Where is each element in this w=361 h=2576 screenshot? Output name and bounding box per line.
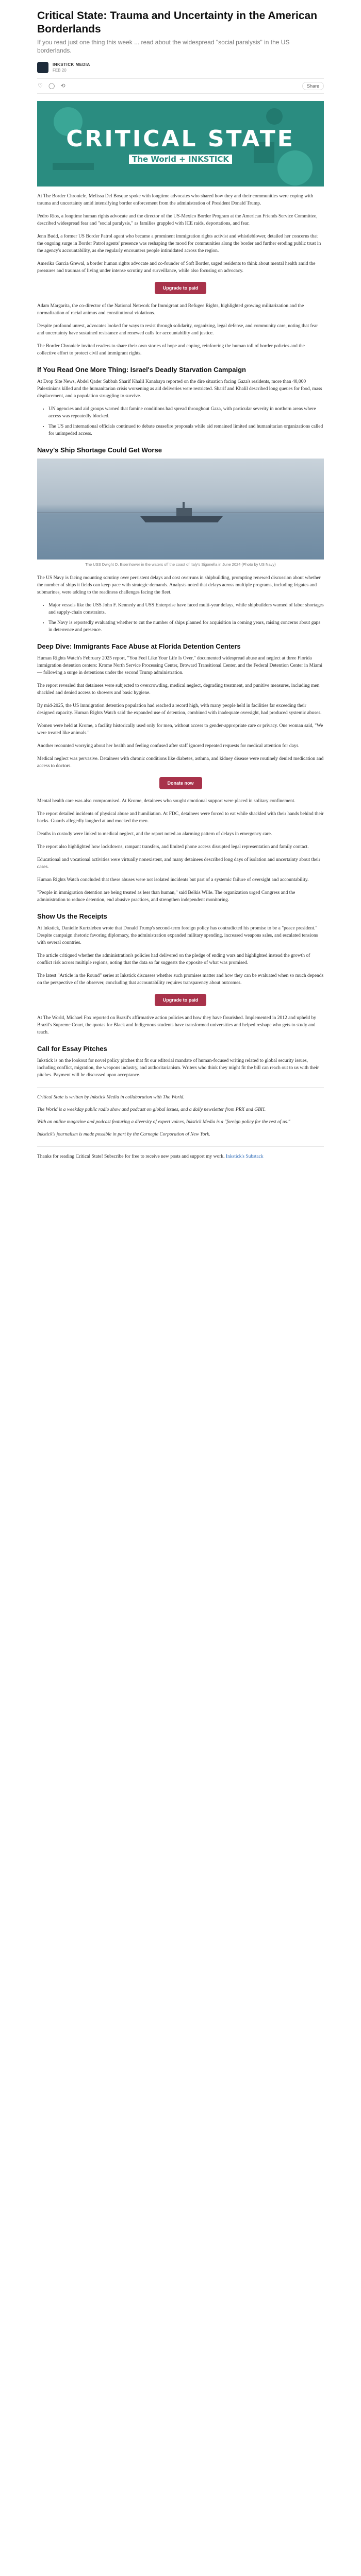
article-title: Critical State: Trauma and Uncertainty in the American Borderlands (37, 10, 318, 35)
section-paragraph: The US Navy is facing mounting scrutiny over persistent delays and cost overruns in shipbuilding, prompting renewed discussion about whether the number of ships it fields can keep pace with strategic demands. Analysts noted that delays across multiple programs, including frigates and submarines, were adding to the readiness challenges facing the fleet. (37, 575, 321, 595)
section-heading-receipts: Show Us the Receipts (37, 912, 107, 920)
intro-paragraph: At The Border Chronicle, Melissa Del Bosque spoke with longtime advocates who shared how they and their communities were coping with trauma and uncertainty amid intensifying border enforcement from the administration of President Donald Trump. (37, 194, 314, 206)
critical-state-banner (37, 101, 324, 187)
donate-cta (37, 777, 324, 789)
publication-name[interactable]: INKSTICK MEDIA (53, 62, 90, 67)
photo-caption: The USS Dwight D. Eisenhower in the waters off the coast of Italy's Sigonella in June 2024 (Photo by US Navy) (85, 562, 276, 567)
upgrade-cta-2 (37, 994, 324, 1006)
intro-paragraph: Jenn Budd, a former US Border Patrol agent who became a prominent immigration rights activist and whistleblower, detailed her concerns that the ongoing surge in Border Patrol agents' presence was reshaping the mood for communities along the border and further eroding public trust in the agency's accountability, as she regularly encounters people intimidated across the region. (37, 234, 321, 253)
ship-tower (176, 508, 192, 516)
section-paragraph: Human Rights Watch's February 2025 report, "You Feel Like Your Life Is Over," documented widespread abuse and neglect at three Florida immigration detention centers: Krome North Service Processing Center, Broward Transitional Center, and the Federal Detention Center in Miami — following a surge in detentions under the second Trump administration. (37, 656, 323, 675)
upgrade-button[interactable]: Upgrade to paid (155, 994, 207, 1006)
restack-icon[interactable]: ⟲ (60, 83, 65, 89)
section-paragraph: "People in immigration detention are being treated as less than human," said Belkis Wille. The organization urged Congress and the administration to reduce detention, end abusive practices, and strengthen independent monitoring. (37, 890, 296, 903)
ship-silhouette (37, 459, 324, 560)
bullet-item: • The US and international officials continued to debate ceasefire proposals while aid remained limited and humanitarian organizations called for unimpeded access. (48, 423, 324, 437)
section-paragraph: By mid-2025, the US immigration detention population had reached a record high, with many people held in facilities far exceeding their designed capacity. Human Rights Watch said the expanded use of detention, combined with inadequate oversight, had produced systemic abuses. (37, 703, 322, 716)
banner-shape (53, 163, 94, 170)
section-paragraph: The report revealed that detainees were subjected to overcrowding, medical neglect, degrading treatment, and punitive measures, including men shackled and denied access to showers and basic hygiene. (37, 683, 320, 696)
section-paragraph: At The World, Michael Fox reported on Brazil's affirmative action policies and how they have flourished. Implemented in 2012 and upheld by Brazil's Supreme Court, the quotas for Black and Indigenous students have transformed universities and helped reshape who gets to study and teach. (37, 1015, 316, 1035)
article (37, 0, 324, 1160)
byline-text (53, 62, 90, 73)
intro-paragraph: Adam Margarita, the co-director of the National Network for Immigrant and Refugee Rights, highlighted growing militarization and the normalization of racial animus and constitutional violations. (37, 303, 304, 316)
bullet-item: • The Navy is reportedly evaluating whether to cut the number of ships planned for acquisition in coming years, raising concerns about gaps in deterrence and presence. (48, 619, 324, 634)
section-heading-pitches: Call for Essay Pitches (37, 1045, 107, 1053)
section-paragraph: Educational and vocational activities were virtually nonexistent, and many detainees described long days of isolation and uncertainty about their cases. (37, 857, 320, 870)
heart-icon[interactable]: ♡ (38, 83, 43, 89)
ship-mast (183, 502, 185, 508)
section-paragraph: Mental health care was also compromised. At Krome, detainees who sought emotional support were placed in solitary confinement. (37, 799, 296, 804)
section-paragraph: Women were held at Krome, a facility historically used only for men, without access to gender-appropriate care or privacy. One woman said, "We were treated like animals." (37, 723, 323, 736)
intro-paragraph: Amerika Garcia Grewal, a border human rights advocate and co-founder of Soft Border, urged residents to think about mental health amid the pressures and traumas of living under intense scrutiny and surveillance, while also focusing on advocacy. (37, 261, 316, 274)
section-paragraph: Medical neglect was pervasive. Detainees with chronic conditions like diabetes, asthma, and kidney disease were routinely denied medication and access to doctors. (37, 756, 324, 769)
intro-paragraph: The Border Chronicle invited readers to share their own stories of hope and coping, reinforcing the human toll of border policies and the collective effort to protect civil and immigrant rights. (37, 344, 305, 356)
banner-subtitle-text: The World + INKSTICK (129, 155, 232, 164)
comment-icon[interactable]: ◯ (48, 83, 55, 89)
byline (37, 62, 324, 73)
section-paragraph: The latest "Article in the Round" series at Inkstick discusses whether such promises matter and how they can be evaluated when so much depends on the perspective of the observer, concluding that accountability requires transparency about outcomes. (37, 973, 324, 986)
divider (37, 1146, 324, 1147)
banner-title: CRITICAL STATE (66, 126, 295, 152)
intro-paragraph: Despite profound unrest, advocates looked for ways to resist through solidarity, organizing, legal defense, and community care, noting that fear and uncertainty have sustained resistance and renewed calls for accountability and justice. (37, 324, 318, 336)
banner-shape (266, 108, 283, 125)
publish-date: FEB 20 (53, 68, 67, 73)
section-paragraph: At Inkstick, Danielle Kurtzleben wrote that Donald Trump's second-term foreign policy has contradicted his promise to be a "peace president." Despite campaign rhetoric favoring diplomacy, the administration expanded military spending, increased weapons sales, and escalated tensions with several countries. (37, 926, 318, 945)
bullet-list (37, 602, 324, 634)
section-paragraph: Human Rights Watch concluded that these abuses were not isolated incidents but part of a systemic failure of oversight and accountability. (37, 877, 309, 883)
engagement-bar (37, 78, 324, 94)
section-paragraph: The report detailed incidents of physical abuse and humiliation. At FDC, detainees were forced to eat while shackled with their hands behind their backs. Guards allegedly laughed at and mocked the men. (37, 811, 324, 824)
subscribe-text (37, 1153, 324, 1160)
section-heading-navy: Navy's Ship Shortage Could Get Worse (37, 446, 162, 454)
bullet-list (37, 405, 324, 437)
intro-paragraph: Pedro Rios, a longtime human rights advocate and the director of the US-Mexico Border Program at the American Friends Service Committee, described widespread fear and "social paralysis," as families grappled with ICE raids, deportations, and fear. (37, 214, 318, 226)
section-paragraph: The article critiqued whether the administration's policies had delivered on the pledge of ending wars and highlighted instead the growth of conflict risk across multiple regions, noting that the data so far suggests the opposite of what was promised. (37, 953, 310, 965)
section-paragraph: Deaths in custody were linked to medical neglect, and the report noted an alarming pattern of delays in emergency care. (37, 832, 272, 837)
upgrade-cta-1 (37, 282, 324, 294)
section-paragraph: Inkstick is on the lookout for novel policy pitches that fit our editorial mandate of human-focused writing related to global security issues, including conflict, migration, the weapons industry, and authoritarianism. Writers who think they might fit the bill can reach out to us with their pitches. Payment will be discussed upon acceptance. (37, 1058, 319, 1078)
navy-ship-photo[interactable] (37, 459, 324, 560)
publication-avatar[interactable] (37, 62, 48, 73)
divider (37, 1087, 324, 1088)
article-subtitle: If you read just one thing this week ... read about the widespread "social paralysis" in the US borderlands. (37, 39, 290, 54)
section-paragraph: At Drop Site News, Abdel Qader Sabbah Sharif Khalil Kanabaya reported on the dire situation facing Gaza's residents, more than 40,000 Palestinians killed and the humanitarian crisis worsening as aid deliveries were restricted. Sharif and Khalil described long queues for food, mass displacement, and a population struggling to survive. (37, 379, 322, 399)
upgrade-button[interactable]: Upgrade to paid (155, 282, 207, 294)
section-heading-starvation: If You Read One More Thing: Israel's Deadly Starvation Campaign (37, 366, 246, 374)
section-paragraph: Another recounted worrying about her health and feeling confused after staff ignored repeated requests for medical attention for days. (37, 743, 300, 749)
footer-line: Critical State is written by Inkstick Media in collaboration with The World. (37, 1095, 185, 1100)
ship-hull (140, 516, 223, 522)
footer-line: The World is a weekday public radio show and podcast on global issues, and a daily newsletter from PRX and GBH. (37, 1107, 266, 1112)
footer-line: With an online magazine and podcast featuring a diversity of expert voices, Inkstick Media is a "foreign policy for the rest of us." (37, 1120, 290, 1125)
section-paragraph: The report also highlighted how lockdowns, rampant transfers, and limited phone access disrupted legal representation and family contact. (37, 844, 309, 850)
banner-subtitle (37, 155, 324, 164)
substack-link[interactable]: Inkstick's Substack (225, 1154, 264, 1159)
section-heading-detention: Deep Dive: Immigrants Face Abuse at Florida Detention Centers (37, 642, 241, 650)
bullet-item: • Major vessels like the USS John F. Kennedy and USS Enterprise have faced multi-year delays, while shipbuilders warned of labor shortages and supply-chain constraints. (48, 602, 324, 616)
donate-button[interactable]: Donate now (159, 777, 202, 789)
engagement-icons (37, 83, 66, 89)
share-button[interactable]: Share (302, 82, 324, 90)
bullet-item: • UN agencies and aid groups warned that famine conditions had spread throughout Gaza, with particular severity in northern areas where access was repeatedly blocked. (48, 405, 324, 420)
subscribe-message: Thanks for reading Critical State! Subscribe for free to receive new posts and support my work. (37, 1154, 225, 1159)
footer-line: Inkstick's journalism is made possible in part by the Carnegie Corporation of New York. (37, 1132, 210, 1137)
